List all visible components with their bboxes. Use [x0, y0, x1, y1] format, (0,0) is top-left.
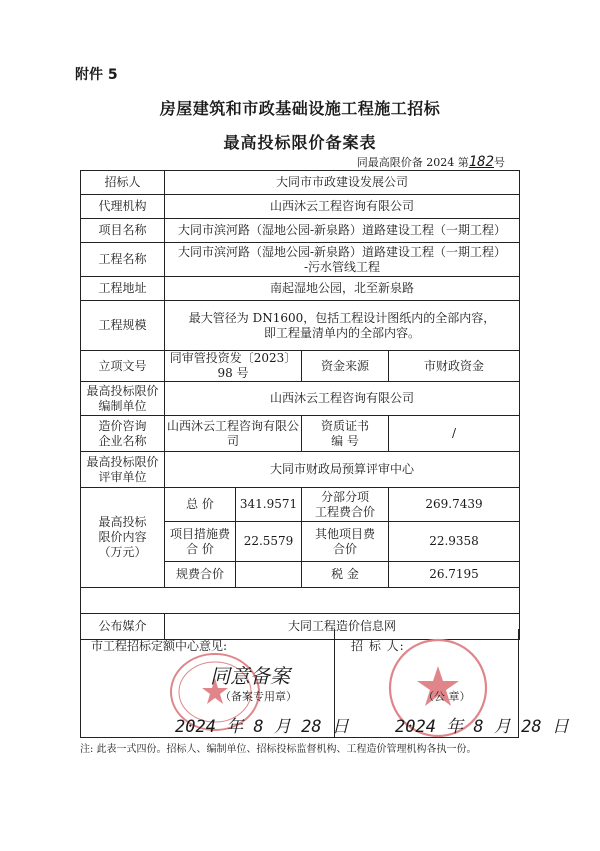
content-label-line1: 最高投标	[98, 515, 147, 529]
scale-label: 工程规模	[81, 301, 165, 351]
consult-value: 山西沐云工程咨询有限公司	[165, 416, 302, 452]
measures-label-line1: 项目措施费	[169, 526, 230, 541]
scale-value-line1: 最大管径为 DN1600，包括工程设计图纸内的全部内容，	[188, 310, 496, 325]
address-value: 南起湿地公园，北至新泉路	[165, 277, 520, 301]
measures-label	[165, 522, 236, 562]
measures-value: 22.5579	[236, 522, 302, 562]
row-agency	[81, 195, 520, 219]
project-value: 大同市滨河路（湿地公园-新泉路）道路建设工程（一期工程）	[165, 219, 520, 243]
doc-number-value: 182	[468, 154, 494, 170]
scale-value	[165, 301, 520, 351]
consult-label-line1: 造价咨询	[98, 418, 147, 433]
blank-cell	[81, 588, 520, 614]
subitem-label-line1: 分部分项	[320, 489, 369, 504]
cert-value: /	[389, 416, 520, 452]
total-value: 341.9571	[236, 488, 302, 522]
address-label: 工程地址	[81, 277, 165, 301]
row-compiler	[81, 382, 520, 416]
consult-label	[81, 416, 165, 452]
cert-label-line2: 编 号	[331, 433, 359, 448]
compiler-label-line2: 编制单位	[98, 398, 147, 413]
subitem-label-line2: 工程费合价	[314, 504, 375, 519]
fees-value	[236, 562, 302, 588]
right-signature-date: 2024 年 8 月 28 日	[395, 717, 569, 737]
row-scale	[81, 301, 520, 351]
scale-value-line2: 即工程量清单内的全部内容。	[264, 325, 421, 340]
approval-label: 立项文号	[81, 351, 165, 382]
attachment-label: 附件 5	[75, 67, 118, 83]
subitem-value: 269.7439	[389, 488, 520, 522]
reviewer-label-line2: 评审单位	[98, 469, 147, 484]
cert-label	[302, 416, 389, 452]
project-label: 项目名称	[81, 219, 165, 243]
content-label-line3: （万元）	[98, 545, 147, 559]
other-label-line2: 合价	[332, 541, 357, 556]
page-title-line2: 最高投标限价备案表	[223, 133, 377, 152]
other-label-line1: 其他项目费	[314, 526, 375, 541]
row-works	[81, 243, 520, 277]
tenderer-label: 招标人	[81, 171, 165, 195]
reviewer-label-line1: 最高投标限价	[86, 454, 159, 469]
media-value: 大同工程造价信息网	[165, 614, 520, 640]
consult-label-line2: 企业名称	[98, 433, 147, 448]
tax-value: 26.7195	[389, 562, 520, 588]
agency-label: 代理机构	[81, 195, 165, 219]
measures-label-line2: 合 价	[186, 541, 214, 556]
page-title-line1: 房屋建筑和市政基础设施工程施工招标	[159, 99, 441, 118]
works-value	[165, 243, 520, 277]
reviewer-value: 大同市财政局预算评审中心	[165, 452, 520, 488]
tax-label: 税 金	[302, 562, 389, 588]
row-total	[81, 488, 520, 522]
row-address	[81, 277, 520, 301]
filing-table	[80, 170, 520, 640]
row-tenderer	[81, 171, 520, 195]
doc-number-suffix: 号	[494, 156, 505, 169]
official-seal-label: （公 章）	[423, 690, 471, 703]
works-value-line1: 大同市滨河路（湿地公园-新泉路）道路建设工程（一期工程）	[177, 244, 507, 259]
content-label-line2: 限价内容	[98, 530, 147, 544]
agency-value: 山西沐云工程咨询有限公司	[165, 195, 520, 219]
other-label	[302, 522, 389, 562]
doc-number-prefix: 同最高限价备 2024 第	[356, 156, 469, 169]
row-approval	[81, 351, 520, 382]
filing-seal-label: （备案专用章）	[220, 690, 297, 703]
fund-label: 资金来源	[302, 351, 389, 382]
total-label: 总 价	[165, 488, 236, 522]
compiler-label-line1: 最高投标限价	[86, 383, 159, 398]
tenderer-signature-label: 招 标 人:	[351, 639, 405, 653]
other-value: 22.9358	[389, 522, 520, 562]
cert-label-line1: 资质证书	[320, 418, 369, 433]
works-value-line2: -污水管线工程	[303, 259, 381, 274]
footnote: 注: 此表一式四份。招标人、编制单位、招标投标监督机构、工程造价管理机构各执一份。	[80, 744, 477, 755]
media-label: 公布媒介	[81, 614, 165, 640]
subitem-label	[302, 488, 389, 522]
row-consult	[81, 416, 520, 452]
compiler-value: 山西沐云工程咨询有限公司	[165, 382, 520, 416]
tenderer-value: 大同市市政建设发展公司	[165, 171, 520, 195]
content-label	[81, 488, 165, 588]
approval-value: 同审管投资发〔2023〕98 号	[165, 351, 302, 382]
works-label: 工程名称	[81, 243, 165, 277]
compiler-label	[81, 382, 165, 416]
center-opinion-label: 市工程招标定额中心意见:	[91, 639, 228, 653]
row-project	[81, 219, 520, 243]
fees-label: 规费合价	[165, 562, 236, 588]
document-number	[357, 154, 505, 170]
fund-value: 市财政资金	[389, 351, 520, 382]
left-signature-date: 2024 年 8 月 28 日	[175, 717, 349, 737]
reviewer-label	[81, 452, 165, 488]
row-blank	[81, 588, 520, 614]
approval-handwriting: 同意备案	[210, 664, 290, 688]
row-reviewer	[81, 452, 520, 488]
